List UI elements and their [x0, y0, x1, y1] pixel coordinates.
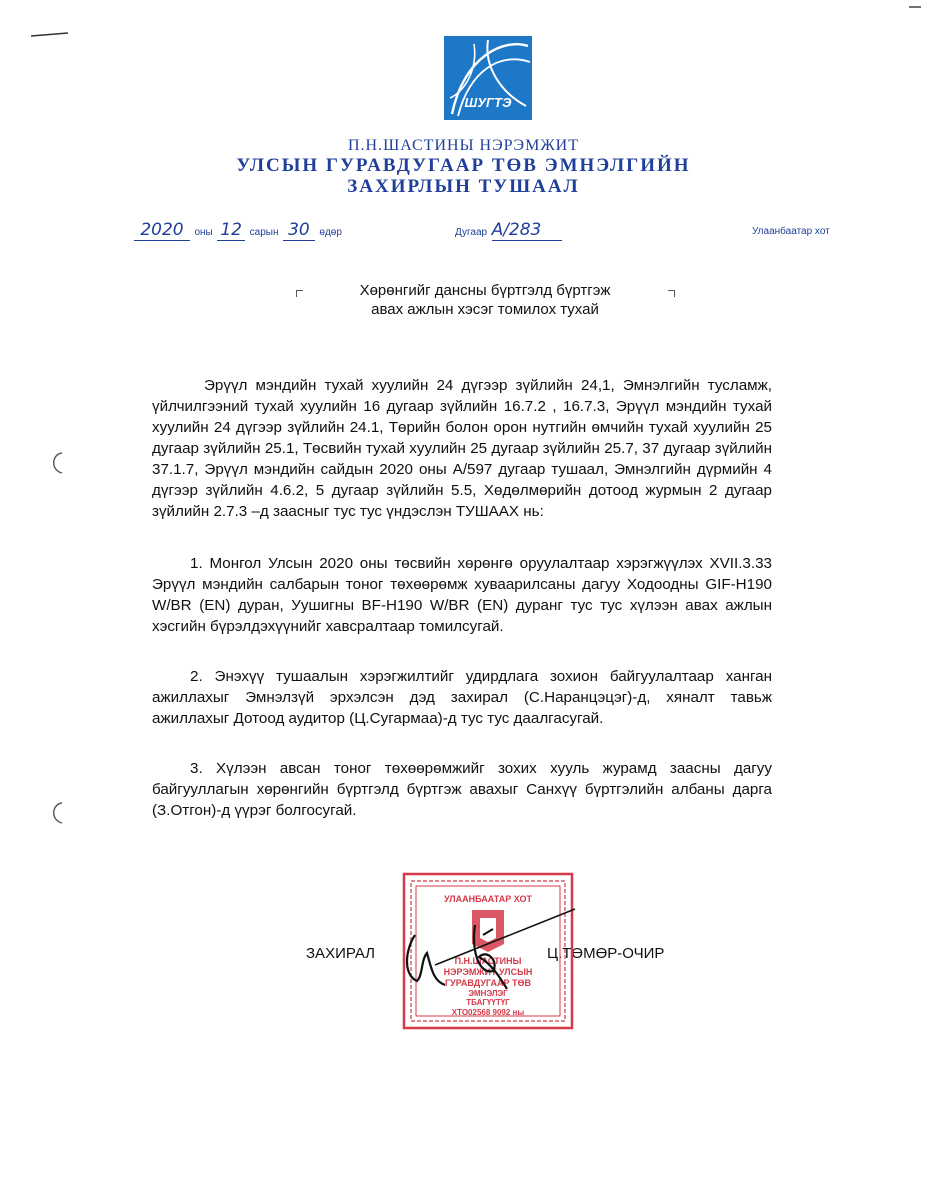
svg-text:П.Н.ШАСТИНЫ: П.Н.ШАСТИНЫ — [454, 956, 522, 966]
header-line-1: П.Н.ШАСТИНЫ НЭРЭМЖИТ — [348, 137, 579, 154]
preamble-paragraph: Эрүүл мэндийн тухай хуулийн 24 дүгээр зүйлийн 24,1, Эмнэлгийн тусламж, үйлчилгээний тухай хуулийн 16 дугаар зүйлийн 16.7.2 , 16.7.3, Эрүүл мэндийн тухай хуулийн 24 дүгээр зүйлийн 24.1, Төрийн болон орон нутгийн өмчийн тухай хуулийн 25 дугаар зүйлийн 25.1, Төсвийн тухай хуулийн 25 дугаар зүйлийн 25.7, 37 дугаар зүйлийн 37.1.7, Эрүүл мэндийн сайдын 2020 оны А/597 дугаар тушаал, Эмнэлгийн дүрмийн 4 дүгээр зүйлийн 4.6.2, 5 дугаар зүйлийн 5.5, Хөдөлмөрийн дотоод журмын 2 дугаар зүйлийн 2.7.3 –д заасныг тус тус үндэслэн ТУШААХ нь: — [152, 377, 772, 520]
order-item-3: 3. Хүлээн авсан тоног төхөөрөмжийг зохих хууль журамд заасны дагуу байгууллагын хөрөнгийн бүртгэлд бүртгэж авахыг Санхүү бүртгэлийн албаны дарга (З.Отгон)-д үүрэг болгосугай. — [152, 760, 772, 819]
svg-text:ТБАГҮҮТҮГ: ТБАГҮҮТҮГ — [466, 998, 510, 1007]
date-day: 30 — [283, 220, 315, 241]
logo-text: ШУГТЭ — [464, 95, 512, 110]
document-title: ЗАХИРЛЫН ТУШААЛ — [347, 176, 580, 197]
order-item-1: 1. Монгол Улсын 2020 оны төсвийн хөрөнгө оруулалтаар хэрэгжүүлэх XVII.3.33 Эрүүл мэндийн салбарын тоног төхөөрөмж хуваарилсаны дагуу Ходоодны GIF-H190 W/BR (EN) дуран, Уушигны BF-H190 W/BR (EN) дуранг тус тус хүлээн авах ажлын хэсгийн бүрэлдэхүүнийг хавсралтаар томилсугай. — [152, 555, 772, 635]
punch-hole-mark — [46, 450, 70, 476]
date-year-label: оны — [194, 227, 213, 238]
scan-mark — [30, 32, 70, 38]
subject — [280, 281, 690, 319]
order-item-2: 2. Энэхүү тушаалын хэрэгжилтийг удирдлага зохион байгуулалтаар ханган ажиллахыг Эмнэлзүй эрхэлсэн дэд захирал (С.Наранцэцэг)-д, хяналт тавьж ажиллахыг Дотоод аудитор (Ц.Сугармаа)-д тус тус даалгасугай. — [152, 668, 772, 727]
header-line-2: УЛСЫН ГУРАВДУГААР ТӨВ ЭМНЭЛГИЙН — [236, 155, 691, 176]
punch-hole-mark — [46, 800, 70, 826]
svg-text:ЭМНЭЛЭГ: ЭМНЭЛЭГ — [468, 989, 508, 998]
date-line — [134, 220, 342, 241]
date-month-label: сарын — [249, 227, 279, 238]
hospital-logo — [444, 36, 532, 120]
number-value: А/283 — [492, 220, 562, 241]
edge-mark — [908, 4, 922, 10]
date-year: 2020 — [134, 220, 190, 241]
subject-line-1: Хөрөнгийг дансны бүртгэлд бүртгэж — [359, 282, 611, 299]
date-day-label: өдөр — [319, 227, 342, 238]
city-label: Улаанбаатар хот — [752, 226, 830, 237]
date-month: 12 — [217, 220, 245, 241]
document-number — [455, 220, 562, 241]
signatory-name: Ц.ТӨМӨР-ОЧИР — [547, 945, 665, 962]
svg-text:НЭРЭМЖИТ УЛСЫН: НЭРЭМЖИТ УЛСЫН — [443, 967, 533, 977]
svg-text:ГУРАВДУГААР ТӨВ: ГУРАВДУГААР ТӨВ — [445, 978, 531, 988]
subject-line-2: авах ажлын хэсэг томилох тухай — [371, 301, 599, 318]
signatory-title: ЗАХИРАЛ — [306, 945, 376, 962]
handwritten-signature — [375, 905, 585, 995]
svg-text:ХТО02568 9092 ны: ХТО02568 9092 ны — [451, 1008, 525, 1017]
svg-text:УЛААНБААТАР ХОТ: УЛААНБААТАР ХОТ — [444, 894, 532, 904]
number-label: Дугаар — [455, 227, 488, 238]
